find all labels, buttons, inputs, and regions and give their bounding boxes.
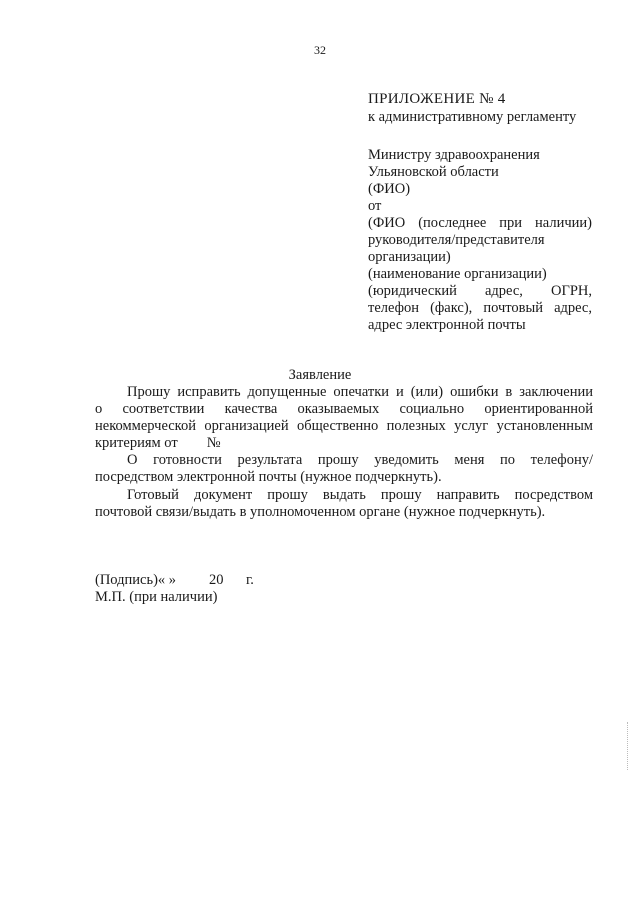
address-line: адрес электронной почты [368,317,526,333]
statement-line: Прошу исправить допущенные опечатки и (или) ошибки в заключении [127,384,593,400]
stamp-line: М.П. (при наличии) [95,589,218,605]
addressee-line: Министру здравоохранения [368,147,540,163]
addressee-line: (ФИО) [368,181,411,197]
signature-year-prefix: 20 [209,572,224,588]
address-line: телефон (факс), почтовый адрес, [368,300,592,316]
statement-line: о соответствии качества оказываемых социально ориентированной [95,401,593,417]
address-line: (юридический адрес, ОГРН, [368,283,592,299]
from-line: (наименование организации) [368,266,547,282]
statement-heading: Заявление [288,367,352,383]
statement-line: посредством электронной почты (нужное подчеркнуть). [95,469,442,485]
page-number: 32 [314,43,326,57]
statement-line: некоммерческой организацией общественно полезных услуг установленным [95,418,593,434]
statement-line: О готовности результата прошу уведомить меня по телефону/ [127,452,593,468]
appendix-title: ПРИЛОЖЕНИЕ № 4 [368,91,506,107]
signature-year-suffix: г. [246,572,254,588]
from-line: руководителя/представителя [368,232,545,248]
addressee-line: Ульяновской области [368,164,499,180]
appendix-subtitle: к административному регламенту [368,109,577,125]
signature-line: (Подпись)« » [95,572,177,588]
statement-line: почтовой связи/выдать в уполномоченном органе (нужное подчеркнуть). [95,504,546,520]
scan-margin-marks [627,722,630,770]
statement-line: Готовый документ прошу выдать прошу направить посредством [127,487,593,503]
statement-line: критериям от № [95,435,221,451]
from-line: организации) [368,249,451,265]
addressee-line: от [368,198,382,214]
from-line: (ФИО (последнее при наличии) [368,215,592,231]
